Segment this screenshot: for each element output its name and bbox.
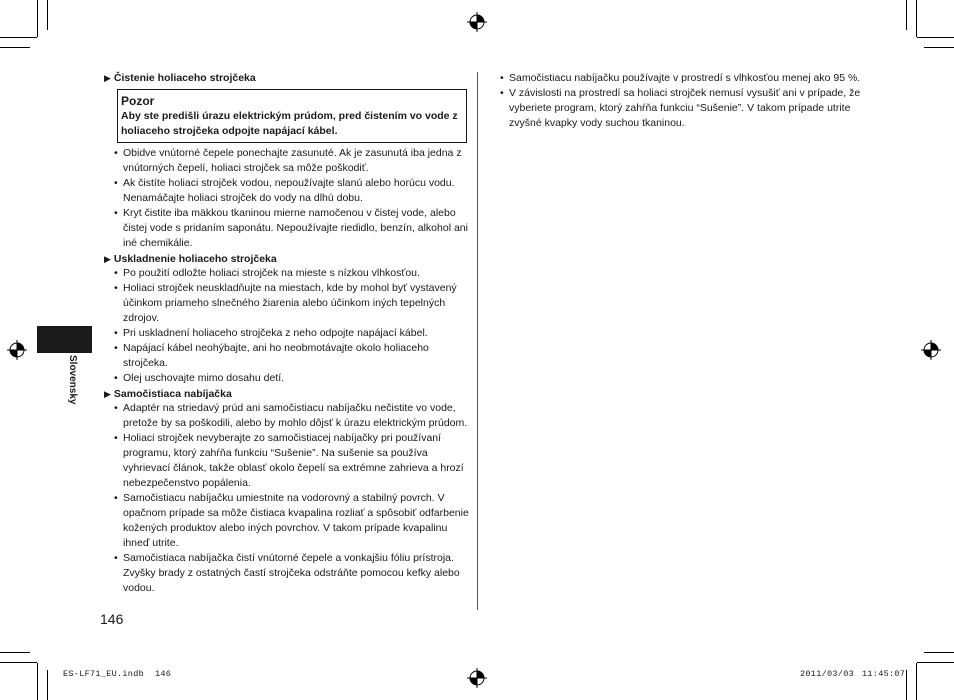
crop-mark-tl-v (37, 0, 38, 37)
footer-page: 146 (155, 669, 172, 679)
charger-list (102, 401, 470, 596)
crop-mark-br-v2 (906, 670, 907, 700)
language-tab (37, 326, 92, 353)
crop-mark-bl-v2 (47, 670, 48, 700)
language-label: Slovensky (67, 355, 78, 405)
crop-mark-tr-h (917, 37, 954, 38)
footer-file: ES-LF71_EU.indb (63, 669, 145, 679)
right-triangle-icon: ▶ (104, 73, 111, 83)
list-item: • Obidve vnútorné čepele ponechajte zasunuté. Ak je zasunutá iba jedna z vnútorných čepelí, holiaci strojček sa môže poškodiť. (102, 146, 470, 176)
right-list (500, 71, 865, 131)
list-item: • Kryt čistite iba mäkkou tkaninou mierne namočenou v čistej vode, alebo čistej vode s pridaním saponátu. Nepoužívajte riedidlo, benzín, alkohol ani iné chemikálie. (102, 206, 470, 251)
crop-mark-br-v (916, 663, 917, 700)
crop-mark-tl-h2 (0, 47, 30, 48)
crop-mark-br-h2 (917, 662, 954, 663)
list-item: • Adaptér na striedavý prúd ani samočistiacu nabíjačku nečistite vo vode, pretože by sa poškodili, alebo by mohlo dôjsť k úrazu elektrickým prúdom. (102, 401, 470, 431)
crop-mark-tr-v2 (906, 0, 907, 30)
list-item: • Holiaci strojček neuskladňujte na miestach, kde by mohol byť vystavený účinkom priameho slnečného žiarenia alebo účinkom iných tepelných zdrojov. (102, 281, 470, 326)
cleaning-list (102, 146, 470, 251)
list-item: • Samočistiaca nabíjačka čistí vnútorné čepele a vonkajšiu fóliu prístroja. Zvyšky brady z ostatných častí strojčeka odstráňte pomocou kefky alebo vodou. (102, 551, 470, 596)
list-item: • Napájací kábel neohýbajte, ani ho neobmotávajte okolo holiaceho strojčeka. (102, 341, 470, 371)
list-item: • Holiaci strojček nevyberajte zo samočistiacej nabíjačky pri používaní programu, ktorý zahŕňa funkciu “Sušenie”. Na sušenie sa používa vyhrievací článok, takže oblasť okolo čepelí sa extrémne zahrieva a hrozí nebezpečenstvo popálenia. (102, 431, 470, 491)
registration-mark-icon-bottom (467, 668, 487, 688)
list-item: • Ak čistíte holiaci strojček vodou, nepoužívajte slanú alebo horúcu vodu. Nenamáčajte holiaci strojček do vody na dlhú dobu. (102, 176, 470, 206)
crop-mark-bl-h (0, 652, 30, 653)
footer-date: 2011/03/03 (800, 669, 855, 679)
crop-mark-tr-v (916, 0, 917, 37)
list-item: • Olej uschovajte mimo dosahu detí. (102, 371, 470, 386)
registration-mark-icon-top (467, 12, 487, 32)
section-storage-title: Uskladnenie holiaceho strojčeka (113, 253, 277, 265)
crop-mark-bl-h2 (0, 662, 37, 663)
list-item: • Po použití odložte holiaci strojček na mieste s nízkou vlhkosťou. (102, 266, 470, 281)
storage-list (102, 266, 470, 386)
section-cleaning-heading (102, 71, 470, 85)
list-item: • Samočistiacu nabíjačku používajte v prostredí s vlhkosťou menej ako 95 %. (500, 71, 865, 86)
crop-mark-bl-v (37, 663, 38, 700)
crop-mark-tl-v2 (47, 0, 48, 30)
footer-time: 11:45:07 (862, 669, 906, 679)
section-cleaning-title: Čistenie holiaceho strojčeka (113, 72, 256, 84)
caution-box (117, 89, 467, 143)
section-storage-heading (102, 252, 470, 266)
caution-text: Aby ste predišli úrazu elektrickým prúdom, pred čistením vo vode z holiaceho strojčeka odpojte napájací kábel. (121, 110, 458, 137)
right-triangle-icon: ▶ (104, 389, 111, 399)
right-triangle-icon: ▶ (104, 254, 111, 264)
registration-mark-icon-left (7, 340, 27, 360)
section-charger-heading (102, 387, 470, 401)
left-column (102, 71, 470, 596)
list-item: • Samočistiacu nabíjačku umiestnite na vodorovný a stabilný povrch. V opačnom prípade sa môže čistiaca kvapalina rozliať a spôsobiť odfarbenie kožených produktov alebo iných povrchov. V takom prípade kvapalinu ihneď utrite. (102, 491, 470, 551)
section-charger-title: Samočistiaca nabíjačka (113, 388, 232, 400)
list-item: • Pri uskladnení holiaceho strojčeka z neho odpojte napájací kábel. (102, 326, 470, 341)
caution-title: Pozor (121, 94, 155, 108)
crop-mark-tl-h (0, 37, 37, 38)
crop-mark-tr-h2 (924, 47, 954, 48)
crop-mark-br-h (924, 652, 954, 653)
column-divider (477, 72, 478, 610)
page-number: 146 (100, 611, 124, 627)
list-item: • V závislosti na prostredí sa holiaci strojček nemusí vysušiť ani v prípade, že vyberiete program, ktorý zahŕňa funkciu “Sušenie”. V takom prípade utrite zvyšné kvapky vody suchou tkaninou. (500, 86, 865, 131)
registration-mark-icon-right (921, 340, 941, 360)
right-column (500, 71, 865, 131)
